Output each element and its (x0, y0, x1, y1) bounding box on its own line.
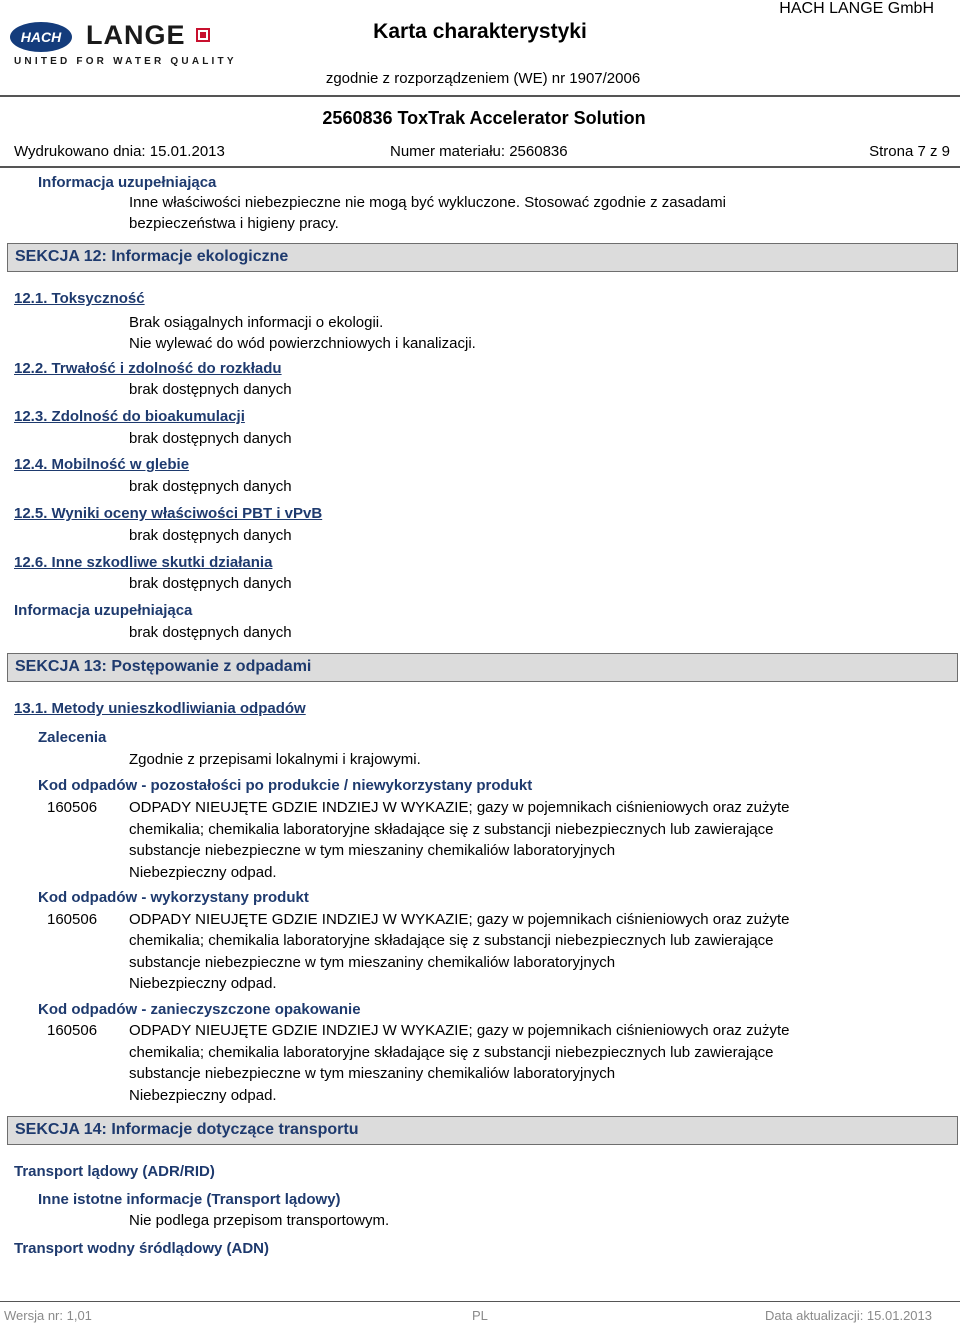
subsection-12-2-heading: 12.2. Trwałość i zdolność do rozkładu (14, 360, 282, 377)
section-14-title: SEKCJA 14: Informacje dotyczące transportu (15, 1121, 359, 1138)
waste-code: 160506 (47, 911, 98, 928)
product-name: 2560836 ToxTrak Accelerator Solution (322, 108, 646, 128)
hach-logo-text: HACH (20, 29, 62, 45)
waste-description: substancje niebezpieczne w tym mieszaniny chemikaliów laboratoryjnych (129, 1065, 616, 1082)
intro-heading: Informacja uzupełniająca (38, 174, 217, 191)
waste-description: chemikalia; chemikalia laboratoryjne składające się z substancji niebezpiecznych lub zawierające (129, 1044, 774, 1061)
material-number: Numer materiału: 2560836 (390, 143, 568, 160)
lange-logo: LANGE (86, 20, 186, 50)
print-date: Wydrukowano dnia: 15.01.2013 (14, 143, 225, 160)
footer-language: PL (472, 1308, 488, 1323)
waste-description: ODPADY NIEUJĘTE GDZIE INDZIEJ W WYKAZIE; gazy w pojemnikach ciśnieniowych oraz zużyte (129, 911, 790, 928)
header-divider-bottom (0, 166, 960, 168)
regulation-line: zgodnie z rozporządzeniem (WE) nr 1907/2006 (325, 70, 641, 87)
subsection-text: brak dostępnych danych (129, 478, 292, 495)
waste-description: substancje niebezpieczne w tym mieszaniny chemikaliów laboratoryjnych (129, 954, 616, 971)
waste-group-heading: Kod odpadów - pozostałości po produkcie / niewykorzystany produkt (38, 777, 533, 794)
land-transport-text: Nie podlega przepisom transportowym. (129, 1212, 390, 1229)
subsection-12-3-heading: 12.3. Zdolność do bioakumulacji (14, 408, 245, 425)
land-transport-heading: Transport lądowy (ADR/RID) (14, 1163, 215, 1180)
company-name: HACH LANGE GmbH (779, 0, 934, 17)
subsection-text: brak dostępnych danych (129, 527, 292, 544)
section-12-bar (7, 243, 958, 272)
subsection-12-4-heading: 12.4. Mobilność w glebie (14, 456, 190, 473)
intro-line: bezpieczeństwa i higieny pracy. (129, 215, 339, 232)
waste-description: chemikalia; chemikalia laboratoryjne składające się z substancji niebezpiecznych lub zawierające (129, 932, 774, 949)
subsection-text: brak dostępnych danych (129, 381, 292, 398)
section-13-title: SEKCJA 13: Postępowanie z odpadami (15, 658, 312, 675)
waste-description: Niebezpieczny odpad. (129, 975, 277, 992)
waste-description: substancje niebezpieczne w tym mieszaniny chemikaliów laboratoryjnych (129, 842, 616, 859)
footer-divider (0, 1301, 960, 1302)
waste-code: 160506 (47, 799, 98, 816)
section-14-bar (7, 1116, 958, 1145)
waste-group-heading: Kod odpadów - zanieczyszczone opakowanie (38, 1001, 361, 1018)
subsection-text: brak dostępnych danych (129, 624, 292, 641)
intro-line: Inne właściwości niebezpieczne nie mogą być wykluczone. Stosować zgodnie z zasadami (129, 194, 726, 211)
land-transport-subheading: Inne istotne informacje (Transport lądowy) (38, 1191, 341, 1208)
waste-description: ODPADY NIEUJĘTE GDZIE INDZIEJ W WYKAZIE; gazy w pojemnikach ciśnieniowych oraz zużyte (129, 1022, 790, 1039)
waste-description: chemikalia; chemikalia laboratoryjne składające się z substancji niebezpiecznych lub zawierające (129, 821, 774, 838)
subsection-text: brak dostępnych danych (129, 430, 292, 447)
waste-description: ODPADY NIEUJĘTE GDZIE INDZIEJ W WYKAZIE; gazy w pojemnikach ciśnieniowych oraz zużyte (129, 799, 790, 816)
section-13-bar (7, 653, 958, 682)
logo-tagline: UNITED FOR WATER QUALITY (14, 56, 237, 67)
recommendation-text: Zgodnie z przepisami lokalnymi i krajowymi. (129, 751, 421, 768)
page-number: Strona 7 z 9 (869, 143, 950, 160)
subsection-12-6-heading: 12.6. Inne szkodliwe skutki działania (14, 554, 273, 571)
subsection-text: Brak osiągalnych informacji o ekologii. (129, 314, 384, 331)
water-transport-heading: Transport wodny śródlądowy (ADN) (14, 1240, 270, 1257)
subsection-12-5-heading: 12.5. Wyniki oceny właściwości PBT i vPvB (14, 505, 323, 522)
subsection-text: brak dostępnych danych (129, 575, 292, 592)
section-12-title: SEKCJA 12: Informacje ekologiczne (15, 248, 289, 265)
subsection-text: Nie wylewać do wód powierzchniowych i kanalizacji. (129, 335, 476, 352)
waste-group-heading: Kod odpadów - wykorzystany produkt (38, 889, 309, 906)
subsection-12-1-heading: 12.1. Toksyczność (14, 290, 145, 307)
waste-description: Niebezpieczny odpad. (129, 864, 277, 881)
footer-version: Wersja nr: 1,01 (4, 1308, 92, 1323)
document-title: Karta charakterystyki (373, 20, 587, 43)
extra-info-heading: Informacja uzupełniająca (14, 602, 193, 619)
footer-update-date: Data aktualizacji: 15.01.2013 (765, 1308, 932, 1323)
recommendation-heading: Zalecenia (38, 729, 107, 746)
header-divider (0, 95, 960, 97)
waste-description: Niebezpieczny odpad. (129, 1087, 277, 1104)
subsection-13-1-heading: 13.1. Metody unieszkodliwiania odpadów (14, 700, 306, 717)
waste-code: 160506 (47, 1022, 98, 1039)
